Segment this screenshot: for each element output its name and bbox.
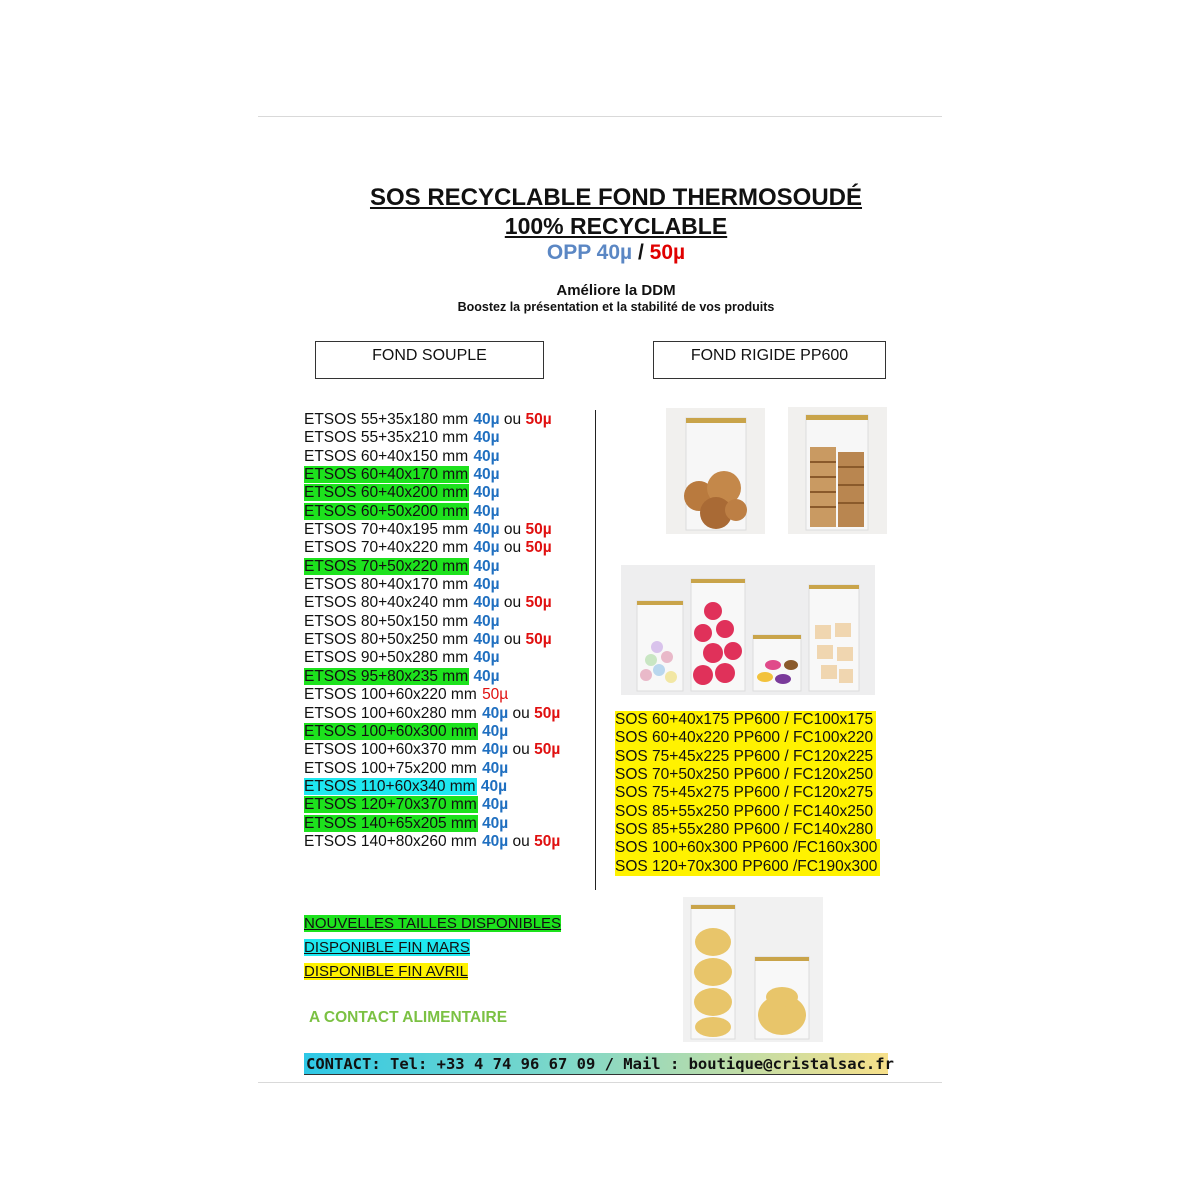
sos-item: SOS 85+55x280 PP600 / FC140x280: [615, 821, 876, 839]
thickness-40: 40µ: [480, 777, 508, 795]
thickness-40: 40µ: [473, 484, 500, 502]
list-item: [304, 466, 594, 484]
thickness-50: 50µ: [534, 704, 561, 722]
photo-biscuits-bag: [788, 407, 887, 534]
fond-rigide-box: [653, 341, 886, 379]
sos-item: SOS 60+40x220 PP600 / FC100x220: [615, 729, 876, 747]
or-separator: ou: [508, 704, 535, 722]
thickness-40: 40µ: [473, 539, 500, 557]
list-item: [304, 411, 594, 429]
thickness-50: 50µ: [525, 411, 552, 428]
column-divider: [595, 410, 596, 890]
list-item: [304, 521, 594, 539]
list-item: [304, 631, 594, 649]
sos-list: [615, 711, 880, 876]
legend-yellow: DISPONIBLE FIN AVRIL: [304, 963, 468, 980]
thickness-50: 50µ: [525, 594, 552, 612]
item-name: ETSOS 95+80x235 mm: [304, 667, 469, 685]
fond-souple-label: FOND SOUPLE: [372, 347, 487, 364]
list-item: [304, 778, 594, 796]
list-item: [304, 484, 594, 502]
item-name: ETSOS 90+50x280 mm: [304, 649, 469, 667]
opp-sep: /: [632, 241, 650, 264]
thickness-40: 40µ: [473, 557, 500, 575]
thickness-40: 40µ: [482, 832, 509, 850]
item-name: ETSOS 120+70x370 mm: [304, 796, 477, 814]
thickness-50: 50µ: [525, 521, 552, 539]
food-contact-label: A CONTACT ALIMENTAIRE: [309, 1009, 508, 1026]
ddm-line: Améliore la DDM: [556, 282, 676, 299]
list-item: [304, 503, 594, 521]
or-separator: ou: [508, 741, 535, 759]
list-item: [304, 705, 594, 723]
list-item: [304, 576, 594, 594]
item-name: ETSOS 55+35x210 mm: [304, 429, 469, 447]
item-name: ETSOS 110+60x340 mm: [304, 777, 476, 795]
thickness-40: 40µ: [473, 649, 500, 667]
list-item: [304, 539, 594, 557]
item-name: ETSOS 70+40x195 mm: [304, 521, 469, 539]
thickness-40: 40µ: [482, 759, 509, 777]
sos-item: SOS 120+70x300 PP600 /FC190x300: [615, 858, 880, 876]
sos-item: SOS 75+45x225 PP600 / FC120x225: [615, 748, 876, 766]
thickness-40: 40µ: [473, 521, 500, 539]
item-name: ETSOS 100+75x200 mm: [304, 759, 477, 777]
list-item: [304, 760, 594, 778]
thickness-50: 50µ: [534, 741, 561, 759]
list-item: [304, 723, 594, 741]
thickness-40: 40µ: [482, 704, 509, 722]
item-name: ETSOS 55+35x180 mm: [304, 411, 469, 428]
list-item: [304, 686, 594, 704]
thickness-50: 50µ: [534, 832, 561, 850]
thickness-40: 40µ: [473, 667, 500, 685]
thickness-40: 40µ: [473, 631, 500, 649]
fond-rigide-label: FOND RIGIDE PP600: [690, 347, 849, 364]
or-separator: ou: [499, 594, 526, 612]
item-name: ETSOS 100+60x220 mm: [304, 686, 477, 704]
legend-cyan: DISPONIBLE FIN MARS: [304, 939, 470, 956]
photo-four-bags: [621, 565, 875, 695]
sos-item: SOS 70+50x250 PP600 / FC120x250: [615, 766, 876, 784]
or-separator: ou: [508, 832, 535, 850]
item-name: ETSOS 60+40x170 mm: [304, 466, 469, 484]
thickness-40: 40µ: [473, 612, 500, 630]
or-separator: ou: [499, 631, 526, 649]
thickness-40: 40µ: [473, 411, 500, 428]
opp-thickness: [300, 241, 932, 265]
item-name: ETSOS 80+40x240 mm: [304, 594, 469, 612]
opp-50: 50µ: [649, 241, 686, 264]
thickness-40: 40µ: [473, 466, 500, 484]
item-name: ETSOS 70+50x220 mm: [304, 557, 469, 575]
item-name: ETSOS 100+60x300 mm: [304, 722, 477, 740]
contact-bar: CONTACT: Tel: +33 4 74 96 67 09 / Mail : boutique@cristalsac.fr: [306, 1055, 894, 1073]
sos-item: SOS 85+55x250 PP600 / FC140x250: [615, 803, 876, 821]
sos-item: SOS 100+60x300 PP600 /FC160x300: [615, 839, 880, 857]
thickness-40: 40µ: [473, 429, 500, 447]
list-item: [304, 833, 594, 851]
list-item: [304, 429, 594, 447]
list-item: [304, 815, 594, 833]
thickness-40: 40µ: [473, 447, 500, 465]
list-item: [304, 741, 594, 759]
or-separator: ou: [499, 411, 526, 428]
thickness-40: 40µ: [473, 576, 500, 594]
sos-item: SOS 75+45x275 PP600 / FC120x275: [615, 784, 876, 802]
thickness-40: 40µ: [473, 502, 500, 520]
page-subtitle-recyclable: 100% RECYCLABLE: [504, 213, 728, 239]
thickness-40: 40µ: [482, 796, 509, 814]
item-name: ETSOS 80+50x250 mm: [304, 631, 469, 649]
item-name: ETSOS 100+60x370 mm: [304, 741, 477, 759]
top-divider: [258, 116, 942, 117]
opp-40: OPP 40µ: [546, 241, 633, 264]
tagline: Boostez la présentation et la stabilité de vos produits: [457, 300, 775, 314]
item-name: ETSOS 60+40x150 mm: [304, 447, 469, 465]
thickness-50: 50µ: [525, 539, 552, 557]
thickness-40: 40µ: [473, 594, 500, 612]
item-name: ETSOS 80+50x150 mm: [304, 612, 469, 630]
photo-cookies-bag: [666, 408, 765, 534]
item-name: ETSOS 140+80x260 mm: [304, 832, 477, 850]
photo-pasta-bags: [683, 897, 823, 1042]
list-item: [304, 448, 594, 466]
legend-green: NOUVELLES TAILLES DISPONIBLES: [304, 915, 562, 932]
thickness-40: 40µ: [482, 741, 509, 759]
thickness-40: 40µ: [482, 722, 509, 740]
list-item: [304, 668, 594, 686]
fond-souple-box: [315, 341, 544, 379]
item-name: ETSOS 140+65x205 mm: [304, 814, 477, 832]
sos-item: SOS 60+40x175 PP600 / FC100x175: [615, 711, 876, 729]
bottom-divider: [258, 1082, 942, 1083]
item-name: ETSOS 100+60x280 mm: [304, 704, 477, 722]
list-item: [304, 558, 594, 576]
list-item: [304, 613, 594, 631]
or-separator: ou: [499, 521, 526, 539]
or-separator: ou: [499, 539, 526, 557]
page-title: SOS RECYCLABLE FOND THERMOSOUDÉ: [369, 184, 863, 211]
thickness-50: 50µ: [525, 631, 552, 649]
list-item: [304, 649, 594, 667]
list-item: [304, 594, 594, 612]
etsos-list: [304, 411, 594, 851]
thickness-50: 50µ: [482, 686, 509, 704]
thickness-40: 40µ: [482, 814, 509, 832]
item-name: ETSOS 60+40x200 mm: [304, 484, 469, 502]
item-name: ETSOS 60+50x200 mm: [304, 502, 469, 520]
item-name: ETSOS 70+40x220 mm: [304, 539, 469, 557]
list-item: [304, 796, 594, 814]
item-name: ETSOS 80+40x170 mm: [304, 576, 469, 594]
